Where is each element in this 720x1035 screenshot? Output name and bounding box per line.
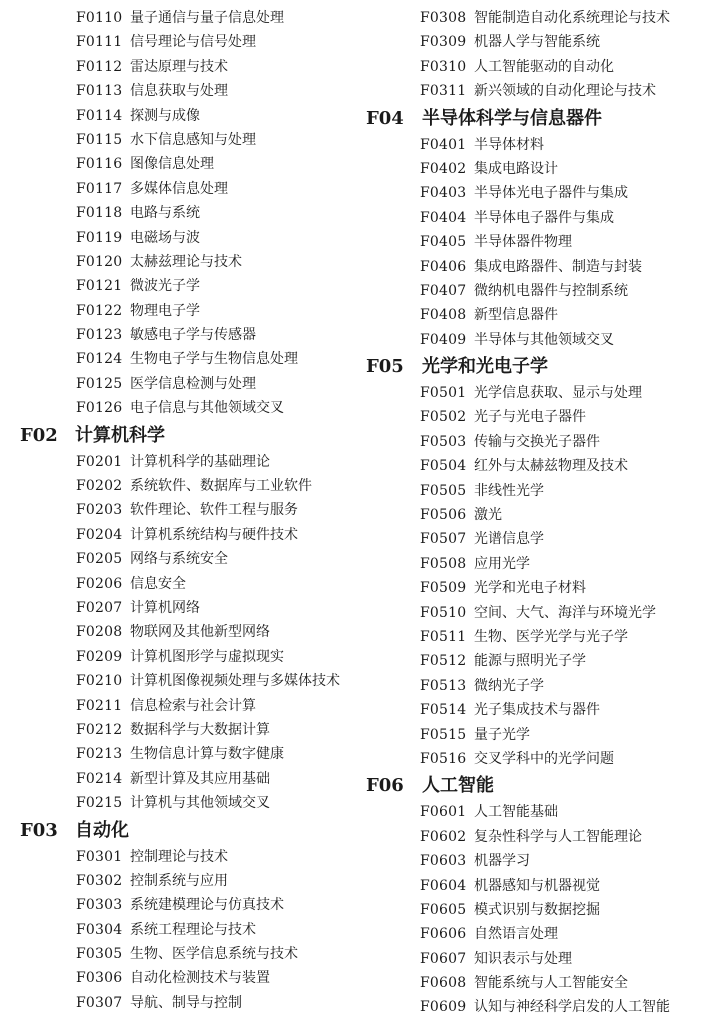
discipline-code: F0125 [76,375,123,392]
discipline-item [0,250,360,274]
discipline-code: F0604 [420,877,467,894]
left-column [0,6,360,1015]
section-header [360,352,720,381]
discipline-label: 系统建模理论与仿真技术 [130,897,284,914]
discipline-label: 信号理论与信号处理 [130,34,256,51]
discipline-item [0,596,360,620]
discipline-item [0,991,360,1015]
discipline-label: 电路与系统 [130,205,200,222]
discipline-item [360,849,720,873]
discipline-label: 敏感电子学与传感器 [130,327,256,344]
discipline-code: F0206 [76,575,123,592]
discipline-item [0,474,360,498]
discipline-code: F0110 [76,10,123,26]
discipline-label: 智能系统与人工智能安全 [474,975,628,992]
discipline-code: F0409 [420,331,467,348]
discipline-code: F0609 [420,999,467,1016]
discipline-item [360,133,720,157]
discipline-label: 物联网及其他新型网络 [130,624,270,641]
discipline-code: F0213 [76,746,123,763]
discipline-code: F0501 [420,385,467,402]
discipline-item [0,498,360,522]
discipline-label: 微纳光子学 [474,677,544,694]
discipline-label: 雷达原理与技术 [130,58,228,75]
discipline-item [360,479,720,503]
discipline-label: 机器学习 [474,853,530,870]
discipline-label: 非线性光学 [474,482,544,499]
discipline-item [360,874,720,898]
discipline-item [360,206,720,230]
discipline-item [0,942,360,966]
discipline-item [360,601,720,625]
discipline-item [0,966,360,990]
discipline-item [360,825,720,849]
section-title: 人工智能 [422,775,494,797]
discipline-label: 知识表示与处理 [474,950,572,967]
discipline-item [360,649,720,673]
discipline-label: 水下信息感知与处理 [130,131,256,148]
discipline-code: F0120 [76,253,123,270]
discipline-code: F0201 [76,453,123,470]
discipline-code: F0507 [420,531,467,548]
discipline-item [360,995,720,1019]
discipline-code: F0207 [76,599,123,616]
discipline-label: 探测与成像 [130,107,200,124]
discipline-item [0,396,360,420]
discipline-label: 模式识别与数据挖掘 [474,901,600,918]
discipline-code: F0304 [76,921,123,938]
discipline-item [0,767,360,791]
discipline-label: 图像信息处理 [130,156,214,173]
discipline-label: 人工智能基础 [474,804,558,821]
discipline-code: F0516 [420,750,467,767]
discipline-label: 新型信息器件 [474,307,558,324]
discipline-label: 半导体光电子器件与集成 [474,185,628,202]
discipline-code: F0122 [76,302,123,319]
discipline-item [0,6,360,30]
discipline-label: 应用光学 [474,555,530,572]
discipline-code: F0403 [420,185,467,202]
discipline-item [360,747,720,771]
discipline-label: 集成电路器件、制造与封装 [474,258,642,275]
discipline-code: F0309 [420,34,467,51]
discipline-label: 量子通信与量子信息处理 [130,10,284,26]
discipline-item [0,347,360,371]
discipline-label: 智能制造自动化系统理论与技术 [474,10,670,26]
discipline-label: 红外与太赫兹物理及技术 [474,458,628,475]
discipline-item [360,723,720,747]
discipline-code: F0305 [76,946,123,963]
section-title: 自动化 [75,819,129,841]
discipline-label: 集成电路设计 [474,160,558,177]
discipline-label: 光学和光电子材料 [474,580,586,597]
discipline-code: F0119 [76,229,123,246]
section-title: 半导体科学与信息器件 [422,107,602,129]
discipline-label: 信息获取与处理 [130,83,228,100]
discipline-item [0,226,360,250]
discipline-code: F0504 [420,458,467,475]
discipline-item [360,576,720,600]
discipline-label: 半导体与其他领域交叉 [474,331,614,348]
discipline-item [0,669,360,693]
section-header [0,816,360,845]
discipline-code: F0601 [420,804,467,821]
discipline-item [360,55,720,79]
discipline-code: F0502 [420,409,467,426]
discipline-code: F0209 [76,648,123,665]
discipline-item [360,552,720,576]
discipline-code: F0606 [420,926,467,943]
section-code: F04 [366,107,404,129]
discipline-item [360,279,720,303]
discipline-label: 导航、制导与控制 [130,994,242,1011]
discipline-code: F0512 [420,653,467,670]
discipline-code: F0208 [76,624,123,641]
discipline-label: 计算机系统结构与硬件技术 [130,526,298,543]
discipline-label: 生物、医学信息系统与技术 [130,946,298,963]
discipline-item [360,527,720,551]
discipline-label: 计算机科学的基础理论 [130,453,270,470]
discipline-item [0,694,360,718]
discipline-label: 控制理论与技术 [130,848,228,865]
discipline-item [0,718,360,742]
discipline-label: 新型计算及其应用基础 [130,770,270,787]
discipline-code: F0210 [76,673,123,690]
discipline-label: 信息安全 [130,575,186,592]
discipline-code: F0503 [420,433,467,450]
right-column [360,6,720,1020]
discipline-code: F0212 [76,721,123,738]
discipline-code: F0307 [76,994,123,1011]
discipline-item [0,791,360,815]
discipline-label: 光谱信息学 [474,531,544,548]
discipline-code: F0505 [420,482,467,499]
discipline-code: F0204 [76,526,123,543]
section-title: 计算机科学 [75,424,165,446]
discipline-code: F0211 [76,697,123,714]
discipline-label: 生物、医学光学与光子学 [474,628,628,645]
discipline-label: 软件理论、软件工程与服务 [130,502,298,519]
discipline-item [0,742,360,766]
discipline-code: F0514 [420,702,467,719]
discipline-code: F0205 [76,551,123,568]
discipline-label: 光子集成技术与器件 [474,702,600,719]
discipline-item [0,177,360,201]
discipline-code: F0114 [76,107,123,124]
discipline-item [0,372,360,396]
discipline-code: F0408 [420,307,467,324]
section-title: 光学和光电子学 [422,356,548,378]
discipline-item [360,303,720,327]
discipline-item [0,523,360,547]
discipline-item [360,503,720,527]
discipline-label: 交叉学科中的光学问题 [474,750,614,767]
discipline-item [0,30,360,54]
discipline-label: 认知与神经科学启发的人工智能 [474,999,670,1016]
discipline-label: 电磁场与波 [130,229,200,246]
discipline-code: F0302 [76,872,123,889]
discipline-label: 半导体器件物理 [474,234,572,251]
discipline-item [0,323,360,347]
discipline-item [0,299,360,323]
discipline-code: F0511 [420,628,467,645]
discipline-item [360,971,720,995]
discipline-code: F0515 [420,726,467,743]
discipline-code: F0121 [76,278,123,295]
discipline-label: 微波光子学 [130,278,200,295]
discipline-label: 能源与照明光子学 [474,653,586,670]
discipline-item [0,55,360,79]
discipline-code: F0406 [420,258,467,275]
discipline-item [360,947,720,971]
discipline-label: 太赫兹理论与技术 [130,253,242,270]
discipline-code: F0404 [420,209,467,226]
discipline-label: 激光 [474,507,502,524]
discipline-code: F0401 [420,136,467,153]
section-header [0,421,360,450]
discipline-label: 光学信息获取、显示与处理 [474,385,642,402]
discipline-item [0,845,360,869]
discipline-code: F0115 [76,131,123,148]
discipline-code: F0111 [76,34,123,51]
discipline-code: F0508 [420,555,467,572]
discipline-item [360,405,720,429]
discipline-item [360,255,720,279]
discipline-item [0,104,360,128]
discipline-code: F0402 [420,160,467,177]
discipline-label: 新兴领域的自动化理论与技术 [474,83,656,100]
discipline-label: 系统软件、数据库与工业软件 [130,478,312,495]
discipline-code: F0310 [420,58,467,75]
discipline-label: 半导体材料 [474,136,544,153]
section-code: F02 [20,424,58,446]
discipline-label: 生物信息计算与数字健康 [130,746,284,763]
discipline-label: 自然语言处理 [474,926,558,943]
discipline-code: F0510 [420,604,467,621]
discipline-code: F0602 [420,828,467,845]
discipline-label: 计算机图像视频处理与多媒体技术 [130,673,340,690]
discipline-code: F0607 [420,950,467,967]
discipline-item [360,157,720,181]
discipline-item [360,625,720,649]
discipline-item [0,645,360,669]
discipline-label: 计算机与其他领域交叉 [130,795,270,812]
discipline-item [360,898,720,922]
discipline-code: F0116 [76,156,123,173]
discipline-code: F0202 [76,478,123,495]
discipline-item [360,230,720,254]
discipline-label: 医学信息检测与处理 [130,375,256,392]
discipline-label: 机器人学与智能系统 [474,34,600,51]
discipline-code: F0215 [76,795,123,812]
discipline-label: 自动化检测技术与装置 [130,970,270,987]
discipline-item [0,201,360,225]
discipline-item [0,893,360,917]
section-header [360,104,720,133]
discipline-item [360,181,720,205]
discipline-item [360,30,720,54]
discipline-code: F0513 [420,677,467,694]
discipline-item [0,572,360,596]
discipline-item [0,450,360,474]
discipline-label: 生物电子学与生物信息处理 [130,351,298,368]
discipline-label: 机器感知与机器视觉 [474,877,600,894]
discipline-code: F0126 [76,400,123,417]
discipline-label: 电子信息与其他领域交叉 [130,400,284,417]
discipline-item [360,381,720,405]
discipline-code: F0603 [420,853,467,870]
discipline-code: F0124 [76,351,123,368]
discipline-code: F0303 [76,897,123,914]
discipline-item [0,869,360,893]
discipline-label: 半导体电子器件与集成 [474,209,614,226]
discipline-code: F0605 [420,901,467,918]
discipline-item [0,547,360,571]
discipline-code: F0311 [420,83,467,100]
discipline-code: F0407 [420,282,467,299]
discipline-label: 网络与系统安全 [130,551,228,568]
discipline-label: 信息检索与社会计算 [130,697,256,714]
discipline-label: 光子与光电子器件 [474,409,586,426]
discipline-item [360,922,720,946]
discipline-code: F0123 [76,327,123,344]
discipline-item [360,430,720,454]
discipline-code: F0506 [420,507,467,524]
discipline-label: 传输与交换光子器件 [474,433,600,450]
discipline-code: F0118 [76,205,123,222]
discipline-label: 复杂性科学与人工智能理论 [474,828,642,845]
discipline-item [0,79,360,103]
discipline-label: 计算机图形学与虚拟现实 [130,648,284,665]
discipline-code: F0214 [76,770,123,787]
discipline-item [360,328,720,352]
discipline-label: 数据科学与大数据计算 [130,721,270,738]
discipline-item [0,128,360,152]
discipline-code: F0112 [76,58,123,75]
discipline-label: 系统工程理论与技术 [130,921,256,938]
discipline-item [360,674,720,698]
section-code: F06 [366,775,404,797]
discipline-code: F0405 [420,234,467,251]
discipline-label: 控制系统与应用 [130,872,228,889]
discipline-code: F0117 [76,180,123,197]
discipline-item [360,454,720,478]
discipline-item [0,620,360,644]
discipline-label: 微纳机电器件与控制系统 [474,282,628,299]
section-code: F03 [20,819,58,841]
discipline-item [0,152,360,176]
discipline-item [360,698,720,722]
discipline-item [360,79,720,103]
discipline-label: 计算机网络 [130,599,200,616]
discipline-code: F0308 [420,10,467,26]
discipline-label: 多媒体信息处理 [130,180,228,197]
discipline-label: 物理电子学 [130,302,200,319]
discipline-item [360,6,720,30]
section-code: F05 [366,356,404,378]
discipline-label: 人工智能驱动的自动化 [474,58,614,75]
discipline-code: F0113 [76,83,123,100]
discipline-code: F0509 [420,580,467,597]
discipline-item [0,274,360,298]
discipline-label: 空间、大气、海洋与环境光学 [474,604,656,621]
discipline-code: F0301 [76,848,123,865]
discipline-item [360,800,720,824]
discipline-item [0,918,360,942]
discipline-code: F0203 [76,502,123,519]
discipline-code: F0306 [76,970,123,987]
section-header [360,771,720,800]
discipline-code: F0608 [420,975,467,992]
discipline-label: 量子光学 [474,726,530,743]
